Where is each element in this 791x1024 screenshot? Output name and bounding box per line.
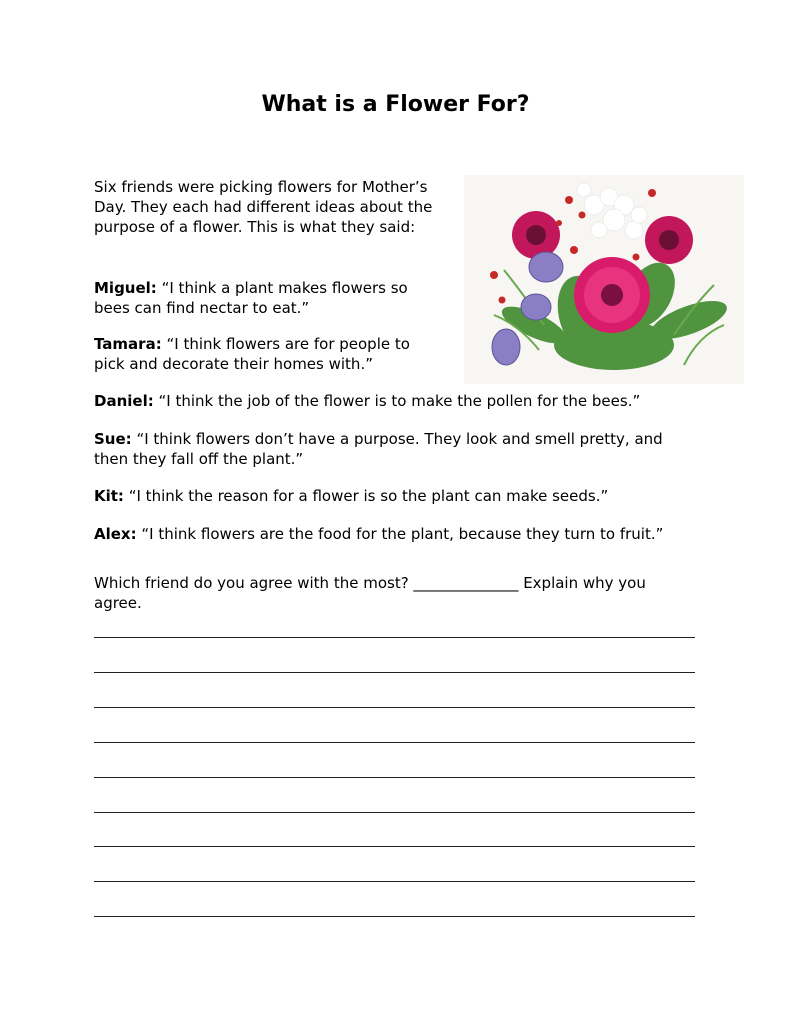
- statement-text: “I think flowers don’t have a purpose. They look and smell pretty, and: [136, 430, 663, 448]
- answer-line[interactable]: [94, 672, 695, 673]
- statement-text: then they fall off the plant.”: [94, 450, 304, 468]
- answer-line[interactable]: [94, 637, 695, 638]
- answer-line[interactable]: [94, 916, 695, 917]
- statement-text: bees can find nectar to eat.”: [94, 299, 310, 317]
- statement-text: “I think the reason for a flower is so the plant can make seeds.”: [128, 487, 609, 505]
- statement-tamara: [94, 334, 410, 374]
- page-title: What is a Flower For?: [261, 92, 530, 117]
- speaker-name: Tamara:: [94, 335, 162, 353]
- speaker-name: Alex:: [94, 525, 137, 543]
- answer-line[interactable]: [94, 777, 695, 778]
- answer-line[interactable]: [94, 812, 695, 813]
- gerbera-flower: [574, 257, 650, 333]
- statement-text: “I think flowers are for people to: [166, 335, 410, 353]
- answer-line[interactable]: [94, 846, 695, 847]
- answer-line[interactable]: [94, 742, 695, 743]
- intro-line: Six friends were picking flowers for Mother’s: [94, 178, 428, 196]
- intro-paragraph: [94, 177, 432, 237]
- question-line: agree.: [94, 594, 142, 612]
- statement-miguel: [94, 278, 408, 318]
- intro-line: Day. They each had different ideas about the: [94, 198, 433, 216]
- speaker-name: Sue:: [94, 430, 132, 448]
- statement-text: “I think the job of the flower is to make the pollen for the bees.”: [158, 392, 641, 410]
- speaker-name: Miguel:: [94, 279, 157, 297]
- question-line: Which friend do you agree with the most? ______________ Explain why you: [94, 574, 646, 592]
- statement-sue: [94, 429, 663, 469]
- speaker-name: Kit:: [94, 487, 124, 505]
- statement-text: pick and decorate their homes with.”: [94, 355, 373, 373]
- flower-bouquet-image: [464, 175, 744, 384]
- answer-line[interactable]: [94, 881, 695, 882]
- statement-daniel: [94, 391, 640, 411]
- intro-line: purpose of a flower. This is what they said:: [94, 218, 416, 236]
- statement-text: “I think a plant makes flowers so: [161, 279, 408, 297]
- speaker-name: Daniel:: [94, 392, 154, 410]
- answer-line[interactable]: [94, 707, 695, 708]
- question-prompt: [94, 573, 646, 613]
- statement-alex: [94, 524, 663, 544]
- statement-kit: [94, 486, 608, 506]
- statement-text: “I think flowers are the food for the plant, because they turn to fruit.”: [141, 525, 664, 543]
